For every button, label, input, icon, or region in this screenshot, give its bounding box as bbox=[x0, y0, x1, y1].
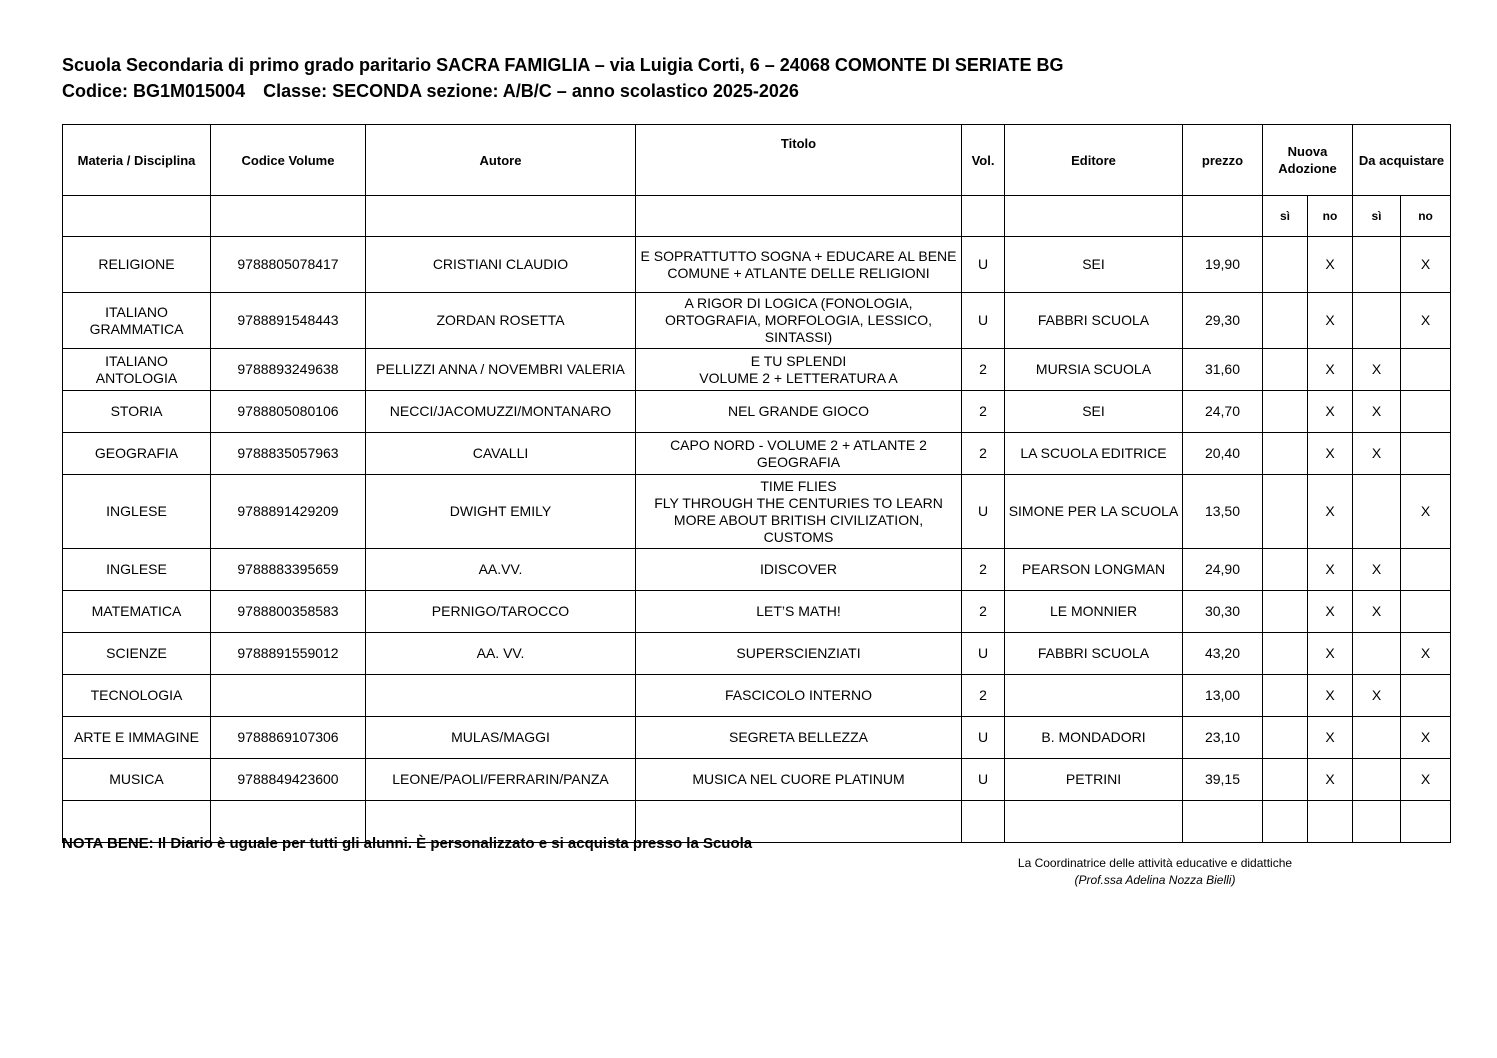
cell-d-no: X bbox=[1401, 759, 1451, 801]
header-autore: Autore bbox=[366, 125, 636, 196]
school-code: Codice: BG1M015004 bbox=[62, 81, 246, 101]
document-header bbox=[62, 52, 1064, 104]
cell-prezzo: 43,20 bbox=[1183, 633, 1263, 675]
cell-prezzo: 19,90 bbox=[1183, 237, 1263, 293]
textbook-table bbox=[62, 124, 1451, 843]
cell-autore: PERNIGO/TAROCCO bbox=[366, 591, 636, 633]
cell-editore: SIMONE PER LA SCUOLA bbox=[1005, 475, 1183, 549]
cell-codice: 9788835057963 bbox=[211, 433, 366, 475]
cell-n-si bbox=[1263, 433, 1308, 475]
cell-n-si bbox=[1263, 591, 1308, 633]
cell-n-no: X bbox=[1308, 237, 1353, 293]
cell-prezzo: 39,15 bbox=[1183, 759, 1263, 801]
cell-autore: LEONE/PAOLI/FERRARIN/PANZA bbox=[366, 759, 636, 801]
cell-autore: AA. VV. bbox=[366, 633, 636, 675]
cell-n-si bbox=[1263, 237, 1308, 293]
table-row bbox=[63, 549, 1451, 591]
cell-n-no: X bbox=[1308, 717, 1353, 759]
cell-d-si bbox=[1353, 633, 1401, 675]
cell-materia: MATEMATICA bbox=[63, 591, 211, 633]
table-row bbox=[63, 591, 1451, 633]
school-info-line: Scuola Secondaria di primo grado paritario SACRA FAMIGLIA – via Luigia Corti, 6 – 24068 COMONTE DI SERIATE BG bbox=[62, 55, 1064, 75]
cell-prezzo: 13,00 bbox=[1183, 675, 1263, 717]
cell-materia: GEOGRAFIA bbox=[63, 433, 211, 475]
cell-titolo: NEL GRANDE GIOCO bbox=[636, 391, 962, 433]
cell-n-si bbox=[1263, 475, 1308, 549]
subheader-nuova-si: sì bbox=[1263, 196, 1308, 237]
cell-autore: CAVALLI bbox=[366, 433, 636, 475]
cell-n-no: X bbox=[1308, 675, 1353, 717]
class-info-line bbox=[62, 78, 1064, 104]
cell-prezzo: 20,40 bbox=[1183, 433, 1263, 475]
cell-d-si: X bbox=[1353, 349, 1401, 391]
cell-titolo: CAPO NORD - VOLUME 2 + ATLANTE 2 GEOGRAFIA bbox=[636, 433, 962, 475]
cell-n-no: X bbox=[1308, 759, 1353, 801]
cell-n-si bbox=[1263, 633, 1308, 675]
signature-block bbox=[990, 855, 1320, 889]
table-header-row bbox=[63, 125, 1451, 196]
cell-d-no: X bbox=[1401, 237, 1451, 293]
cell-vol: U bbox=[962, 633, 1005, 675]
cell-n-si bbox=[1263, 349, 1308, 391]
signature-role: La Coordinatrice delle attività educative e didattiche bbox=[1017, 856, 1293, 870]
cell-n-si bbox=[1263, 549, 1308, 591]
cell-codice: 9788893249638 bbox=[211, 349, 366, 391]
cell-d-si bbox=[1353, 475, 1401, 549]
cell-autore: CRISTIANI CLAUDIO bbox=[366, 237, 636, 293]
cell-d-no bbox=[1401, 801, 1451, 843]
cell-prezzo: 30,30 bbox=[1183, 591, 1263, 633]
cell-n-no bbox=[1308, 801, 1353, 843]
cell-materia: STORIA bbox=[63, 391, 211, 433]
cell-autore: MULAS/MAGGI bbox=[366, 717, 636, 759]
subheader-acquistare-no: no bbox=[1401, 196, 1451, 237]
cell-editore: MURSIA SCUOLA bbox=[1005, 349, 1183, 391]
cell-d-no bbox=[1401, 549, 1451, 591]
cell-vol: 2 bbox=[962, 549, 1005, 591]
cell-codice: 9788805080106 bbox=[211, 391, 366, 433]
cell-n-si bbox=[1263, 293, 1308, 349]
cell-codice: 9788805078417 bbox=[211, 237, 366, 293]
cell-d-no: X bbox=[1401, 475, 1451, 549]
cell-vol: U bbox=[962, 293, 1005, 349]
cell-n-si bbox=[1263, 675, 1308, 717]
header-da-acquistare: Da acquistare bbox=[1353, 125, 1451, 196]
cell-n-si bbox=[1263, 391, 1308, 433]
cell-materia: ITALIANO GRAMMATICA bbox=[63, 293, 211, 349]
cell-codice: 9788849423600 bbox=[211, 759, 366, 801]
cell-materia: RELIGIONE bbox=[63, 237, 211, 293]
class-section-year: Classe: SECONDA sezione: A/B/C – anno scolastico 2025-2026 bbox=[263, 81, 799, 101]
cell-prezzo: 24,90 bbox=[1183, 549, 1263, 591]
cell-titolo: MUSICA NEL CUORE PLATINUM bbox=[636, 759, 962, 801]
cell-prezzo: 13,50 bbox=[1183, 475, 1263, 549]
table-row bbox=[63, 633, 1451, 675]
cell-d-no: X bbox=[1401, 293, 1451, 349]
header-codice: Codice Volume bbox=[211, 125, 366, 196]
cell-d-si: X bbox=[1353, 591, 1401, 633]
cell-vol: 2 bbox=[962, 349, 1005, 391]
cell-prezzo: 23,10 bbox=[1183, 717, 1263, 759]
cell-vol: 2 bbox=[962, 591, 1005, 633]
cell-editore bbox=[1005, 675, 1183, 717]
cell-titolo: E TU SPLENDI VOLUME 2 + LETTERATURA A bbox=[636, 349, 962, 391]
table-row bbox=[63, 433, 1451, 475]
cell-codice: 9788883395659 bbox=[211, 549, 366, 591]
cell-vol: U bbox=[962, 237, 1005, 293]
cell-titolo: LET’S MATH! bbox=[636, 591, 962, 633]
cell-autore: AA.VV. bbox=[366, 549, 636, 591]
cell-prezzo bbox=[1183, 801, 1263, 843]
table-row bbox=[63, 391, 1451, 433]
cell-autore: NECCI/JACOMUZZI/MONTANARO bbox=[366, 391, 636, 433]
note-text: NOTA BENE: Il Diario è uguale per tutti gli alunni. È personalizzato e si acquista presso la Scuola bbox=[62, 835, 753, 852]
table-row bbox=[63, 475, 1451, 549]
cell-editore: SEI bbox=[1005, 237, 1183, 293]
cell-d-si: X bbox=[1353, 433, 1401, 475]
cell-prezzo: 24,70 bbox=[1183, 391, 1263, 433]
cell-codice: 9788891559012 bbox=[211, 633, 366, 675]
cell-editore bbox=[1005, 801, 1183, 843]
cell-vol: 2 bbox=[962, 675, 1005, 717]
cell-materia: TECNOLOGIA bbox=[63, 675, 211, 717]
cell-codice: 9788869107306 bbox=[211, 717, 366, 759]
cell-editore: LA SCUOLA EDITRICE bbox=[1005, 433, 1183, 475]
cell-n-no: X bbox=[1308, 349, 1353, 391]
cell-editore: SEI bbox=[1005, 391, 1183, 433]
cell-titolo: SEGRETA BELLEZZA bbox=[636, 717, 962, 759]
cell-codice bbox=[211, 675, 366, 717]
cell-d-si: X bbox=[1353, 391, 1401, 433]
cell-d-no bbox=[1401, 591, 1451, 633]
cell-vol: U bbox=[962, 475, 1005, 549]
cell-materia: ARTE E IMMAGINE bbox=[63, 717, 211, 759]
cell-vol: U bbox=[962, 717, 1005, 759]
header-titolo: Titolo bbox=[636, 125, 962, 196]
cell-vol bbox=[962, 801, 1005, 843]
cell-codice: 9788891548443 bbox=[211, 293, 366, 349]
cell-autore: DWIGHT EMILY bbox=[366, 475, 636, 549]
cell-materia: INGLESE bbox=[63, 475, 211, 549]
cell-d-no bbox=[1401, 391, 1451, 433]
table-row bbox=[63, 237, 1451, 293]
cell-d-si bbox=[1353, 759, 1401, 801]
cell-n-no: X bbox=[1308, 549, 1353, 591]
cell-vol: U bbox=[962, 759, 1005, 801]
cell-vol: 2 bbox=[962, 391, 1005, 433]
cell-titolo: IDISCOVER bbox=[636, 549, 962, 591]
cell-n-si bbox=[1263, 801, 1308, 843]
cell-titolo: SUPERSCIENZIATI bbox=[636, 633, 962, 675]
cell-editore: FABBRI SCUOLA bbox=[1005, 633, 1183, 675]
cell-n-no: X bbox=[1308, 433, 1353, 475]
cell-editore: PETRINI bbox=[1005, 759, 1183, 801]
cell-n-si bbox=[1263, 759, 1308, 801]
cell-n-no: X bbox=[1308, 293, 1353, 349]
header-editore: Editore bbox=[1005, 125, 1183, 196]
table-row bbox=[63, 293, 1451, 349]
cell-editore: PEARSON LONGMAN bbox=[1005, 549, 1183, 591]
cell-d-si: X bbox=[1353, 549, 1401, 591]
cell-codice: 9788800358583 bbox=[211, 591, 366, 633]
cell-prezzo: 29,30 bbox=[1183, 293, 1263, 349]
table-row bbox=[63, 717, 1451, 759]
header-materia: Materia / Disciplina bbox=[63, 125, 211, 196]
cell-d-no bbox=[1401, 349, 1451, 391]
header-vol: Vol. bbox=[962, 125, 1005, 196]
cell-materia: SCIENZE bbox=[63, 633, 211, 675]
cell-d-si bbox=[1353, 293, 1401, 349]
table-subheader-row bbox=[63, 196, 1451, 237]
cell-d-si: X bbox=[1353, 675, 1401, 717]
cell-d-no bbox=[1401, 675, 1451, 717]
cell-n-no: X bbox=[1308, 633, 1353, 675]
cell-d-no: X bbox=[1401, 717, 1451, 759]
cell-autore: PELLIZZI ANNA / NOVEMBRI VALERIA bbox=[366, 349, 636, 391]
cell-d-no: X bbox=[1401, 633, 1451, 675]
cell-vol: 2 bbox=[962, 433, 1005, 475]
subheader-nuova-no: no bbox=[1308, 196, 1353, 237]
cell-autore bbox=[366, 675, 636, 717]
table-row bbox=[63, 759, 1451, 801]
cell-n-no: X bbox=[1308, 391, 1353, 433]
cell-d-si bbox=[1353, 717, 1401, 759]
cell-titolo: TIME FLIES FLY THROUGH THE CENTURIES TO LEARN MORE ABOUT BRITISH CIVILIZATION, CUSTOMS bbox=[636, 475, 962, 549]
cell-codice: 9788891429209 bbox=[211, 475, 366, 549]
cell-d-no bbox=[1401, 433, 1451, 475]
table-row bbox=[63, 675, 1451, 717]
cell-titolo: A RIGOR DI LOGICA (FONOLOGIA, ORTOGRAFIA, MORFOLOGIA, LESSICO, SINTASSI) bbox=[636, 293, 962, 349]
cell-materia: INGLESE bbox=[63, 549, 211, 591]
cell-editore: LE MONNIER bbox=[1005, 591, 1183, 633]
cell-titolo: FASCICOLO INTERNO bbox=[636, 675, 962, 717]
cell-prezzo: 31,60 bbox=[1183, 349, 1263, 391]
cell-d-si bbox=[1353, 801, 1401, 843]
subheader-acquistare-si: sì bbox=[1353, 196, 1401, 237]
cell-materia: ITALIANO ANTOLOGIA bbox=[63, 349, 211, 391]
cell-n-si bbox=[1263, 717, 1308, 759]
header-prezzo: prezzo bbox=[1183, 125, 1263, 196]
cell-autore: ZORDAN ROSETTA bbox=[366, 293, 636, 349]
cell-d-si bbox=[1353, 237, 1401, 293]
cell-n-no: X bbox=[1308, 475, 1353, 549]
table-row bbox=[63, 349, 1451, 391]
cell-editore: FABBRI SCUOLA bbox=[1005, 293, 1183, 349]
signature-name: (Prof.ssa Adelina Nozza Bielli) bbox=[1074, 873, 1236, 887]
cell-titolo: E SOPRATTUTTO SOGNA + EDUCARE AL BENE COMUNE + ATLANTE DELLE RELIGIONI bbox=[636, 237, 962, 293]
header-nuova-adozione: Nuova Adozione bbox=[1263, 125, 1353, 196]
cell-editore: B. MONDADORI bbox=[1005, 717, 1183, 759]
cell-materia: MUSICA bbox=[63, 759, 211, 801]
cell-n-no: X bbox=[1308, 591, 1353, 633]
